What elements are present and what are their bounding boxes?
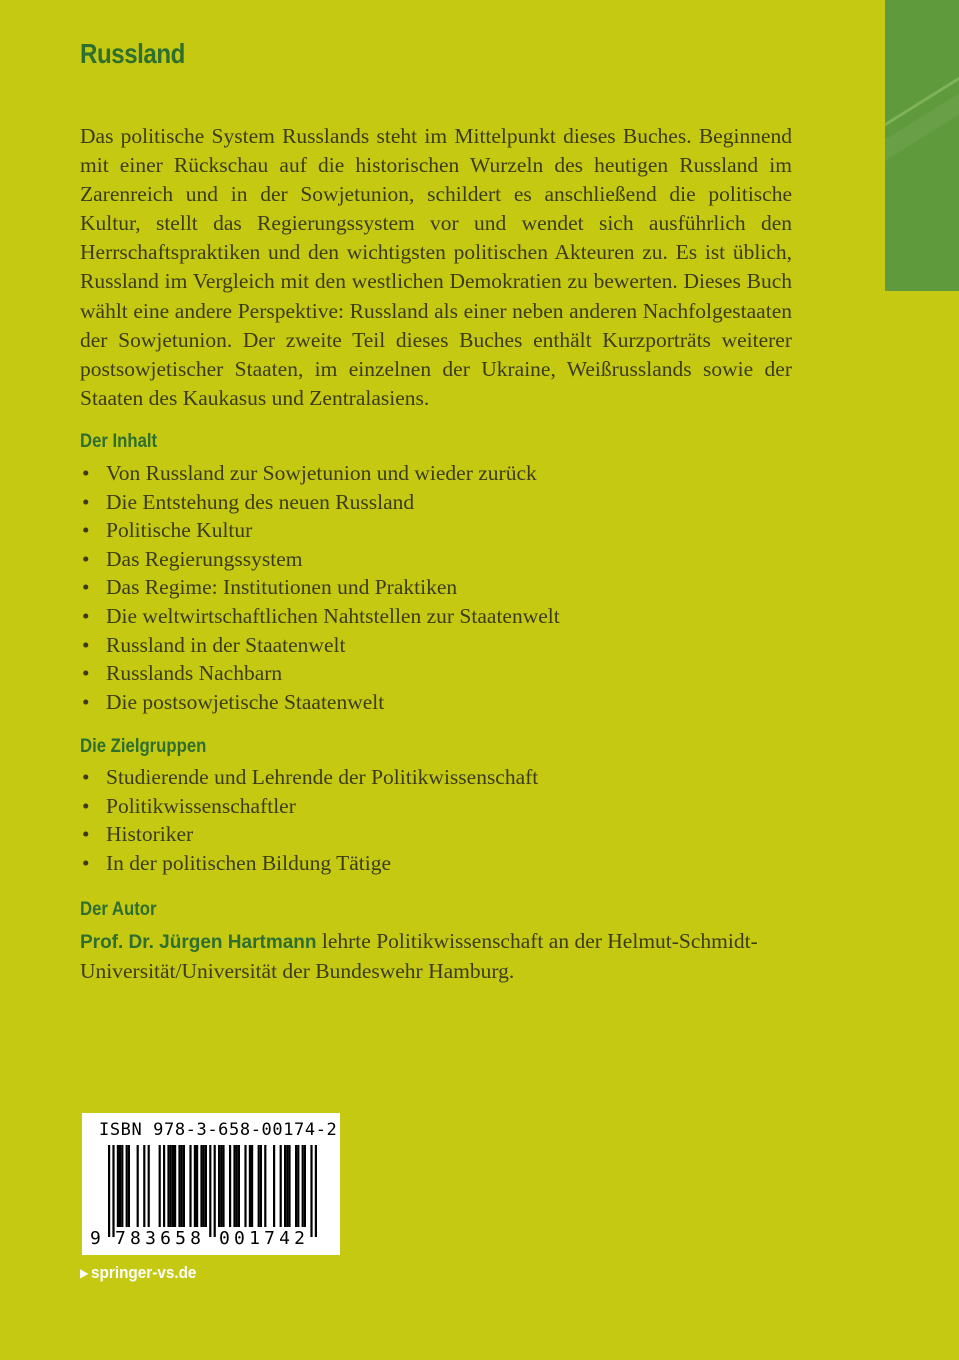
barcode-bar (117, 1145, 119, 1227)
barcode-bar (143, 1145, 145, 1227)
contents-list (80, 459, 560, 716)
barcode-bar (119, 1145, 121, 1227)
barcode-bar (214, 1145, 216, 1237)
barcode-bar (295, 1145, 297, 1227)
barcode-bar (170, 1145, 172, 1227)
barcode-bar (205, 1145, 207, 1227)
barcode-bar (251, 1145, 253, 1227)
audience-list (80, 763, 538, 877)
website-link[interactable]: ▶ springer-vs.de (80, 1263, 197, 1282)
barcode-bar (310, 1145, 312, 1237)
barcode-bar (238, 1145, 240, 1227)
bullet-icon: • (82, 489, 90, 514)
barcode-bar (137, 1145, 139, 1227)
barcode-bar (260, 1145, 262, 1227)
list-item: • Von Russland zur Sowjetunion und wieder zurück (80, 459, 560, 488)
bullet-icon: • (82, 661, 90, 686)
list-item: • Russlands Nachbarn (80, 659, 560, 688)
list-item: • Historiker (80, 820, 538, 849)
author-heading: Der Autor (80, 899, 157, 920)
barcode-bar (218, 1145, 220, 1227)
list-item: • Politische Kultur (80, 516, 560, 545)
contents-heading: Der Inhalt (80, 431, 158, 452)
barcode-bar (159, 1145, 161, 1227)
barcode-bar (280, 1145, 282, 1227)
barcode-bar (108, 1145, 110, 1237)
bullet-icon: • (82, 575, 90, 600)
barcode-bar (203, 1145, 205, 1227)
list-item: • Studierende und Lehrende der Politikwissenschaft (80, 763, 538, 792)
bullet-icon: • (82, 765, 90, 789)
author-name: Prof. Dr. Jürgen Hartmann (80, 932, 317, 953)
barcode-bar (148, 1145, 150, 1227)
barcode-bar (233, 1145, 235, 1227)
barcode-bar (264, 1145, 266, 1227)
author-bio (80, 927, 792, 986)
intro-paragraph: Das politische System Russlands steht im Mittelpunkt dieses Buches. Beginnend mit einer Rückschau auf die historischen Wurzeln des heutigen Russland im Zarenreich und in der Sowjetunion, schildert es anschließend die politische Kultur, stellt das Regierungssystem vor und wendet sich ausführlich den Herrschaftspraktiken und den wichtigsten politischen Akteuren zu. Es ist üblich, Russland im Vergleich mit den westlichen Demokratien zu bewerten. Dieses Buch wählt eine andere Perspektive: Russland als einer neben anderen Nachfolgestaaten der Sowjetunion. Der zweite Teil dieses Buches enthält Kurzporträts weiterer postsowjetischer Staaten, im einzelnen der Ukraine, Weißrusslands sowie der Staaten des Kaukasus und Zentralasiens. (80, 124, 792, 410)
barcode-bar (181, 1145, 183, 1227)
barcode-bar (229, 1145, 231, 1227)
ean-first-digit: 9 (90, 1228, 101, 1249)
barcode-bar (183, 1145, 185, 1227)
barcode-bar (286, 1145, 288, 1227)
barcode-bar (273, 1145, 275, 1227)
barcode-bar (178, 1145, 180, 1227)
bullet-icon: • (82, 518, 90, 543)
bullet-icon: • (82, 793, 90, 818)
barcode-bar (209, 1145, 211, 1237)
list-item: • Das Regierungssystem (80, 545, 560, 574)
bullet-icon: • (82, 822, 90, 847)
barcode-bar (163, 1145, 165, 1227)
barcode-bar (196, 1145, 198, 1227)
barcode-bar (297, 1145, 299, 1227)
list-item: • Das Regime: Institutionen und Praktiken (80, 573, 560, 602)
audience-heading: Die Zielgruppen (80, 736, 207, 757)
barcode-bar (167, 1145, 169, 1227)
side-color-tab (885, 0, 959, 291)
barcode-bar (222, 1145, 224, 1227)
barcode-bar (244, 1145, 246, 1227)
list-item: • Die weltwirtschaftlichen Nahtstellen zur Staatenwelt (80, 602, 560, 631)
barcode-bar (112, 1145, 114, 1237)
barcode-bar (258, 1145, 260, 1227)
bullet-icon: • (82, 689, 90, 714)
isbn-text: ISBN 978-3-658-00174-2 (99, 1120, 338, 1140)
bullet-icon: • (82, 632, 90, 657)
arrow-right-icon: ▶ (80, 1266, 89, 1280)
barcode-bar (189, 1145, 191, 1227)
barcode-bar (194, 1145, 196, 1227)
barcode-bar (220, 1145, 222, 1227)
barcode-bar (288, 1145, 290, 1227)
list-item: • In der politischen Bildung Tätige (80, 849, 538, 878)
bullet-icon: • (82, 850, 90, 875)
barcode-box (82, 1113, 340, 1255)
list-item: • Politikwissenschaftler (80, 792, 538, 821)
book-title: Russland (80, 38, 185, 69)
author-bio-text: lehrte Politikwissenschaft an der Helmut-Schmidt-Universität/Universität der Bundeswehr Hamburg. (80, 929, 758, 983)
list-item: • Russland in der Staatenwelt (80, 631, 560, 660)
barcode-bar (284, 1145, 286, 1227)
barcode-bar (304, 1145, 306, 1227)
bullet-icon: • (82, 603, 90, 628)
barcode-bar (200, 1145, 202, 1227)
barcode-bar (249, 1145, 251, 1227)
barcode-bar (172, 1145, 174, 1227)
bullet-icon: • (82, 546, 90, 571)
barcode-bar (236, 1145, 238, 1227)
barcode-bar (121, 1145, 123, 1227)
barcode-bar (126, 1145, 128, 1227)
ean-right-group: 001742 (219, 1228, 310, 1249)
list-item: • Die postsowjetische Staatenwelt (80, 688, 560, 717)
ean-left-group: 783658 (115, 1228, 206, 1249)
barcode-bar (174, 1145, 176, 1227)
list-item: • Die Entstehung des neuen Russland (80, 488, 560, 517)
barcode-bar (128, 1145, 130, 1227)
barcode-bar (302, 1145, 304, 1227)
bullet-icon: • (82, 461, 90, 485)
barcode-bar (315, 1145, 317, 1237)
